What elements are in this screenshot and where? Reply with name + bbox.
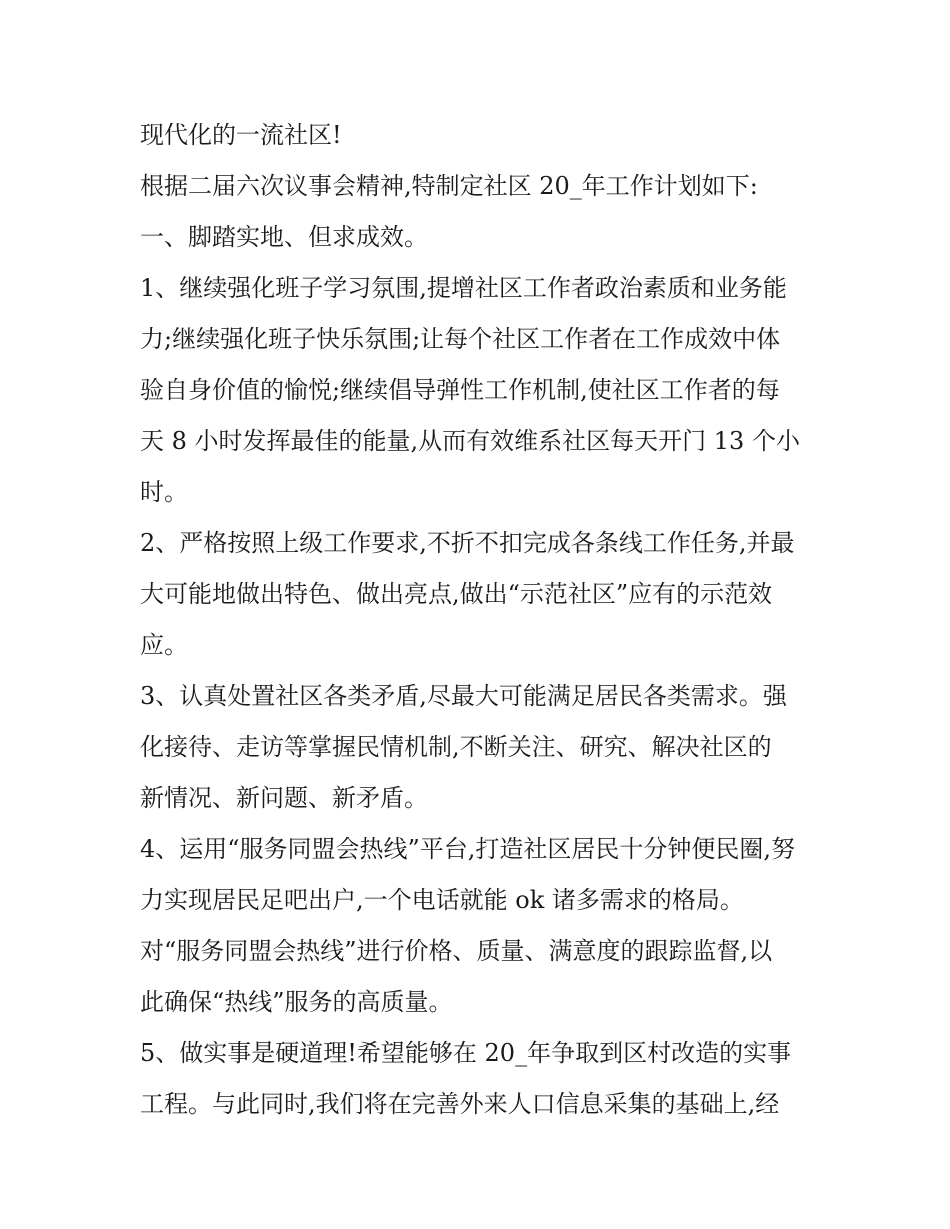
text-line: 验自身价值的愉悦;继续倡导弹性工作机制,使社区工作者的每: [140, 376, 780, 404]
text-line: 根据二届六次议事会精神,特制定社区 20_年工作计划如下:: [140, 172, 758, 200]
text-line: 3、认真处置社区各类矛盾,尽最大可能满足居民各类需求。强: [140, 682, 787, 710]
text-line: 天 8 小时发挥最佳的能量,从而有效维系社区每天开门 13 个小: [140, 427, 800, 455]
text-line: 4、运用“服务同盟会热线”平台,打造社区居民十分钟便民圈,努: [140, 835, 796, 863]
text-line: 现代化的一流社区!: [140, 121, 342, 149]
section-heading: 一、脚踏实地、但求成效。: [140, 223, 428, 251]
text-line: 工程。与此同时,我们将在完善外来人口信息采集的基础上,经: [140, 1090, 780, 1118]
text-line: 2、严格按照上级工作要求,不折不扣完成各条线工作任务,并最: [140, 529, 795, 557]
text-line: 1、继续强化班子学习氛围,提增社区工作者政治素质和业务能: [140, 274, 787, 302]
text-line: 力实现居民足吧出户,一个电话就能 ok 诸多需求的格局。: [140, 886, 744, 914]
text-line: 对“服务同盟会热线”进行价格、质量、满意度的跟踪监督,以: [140, 937, 773, 965]
text-line: 此确保“热线”服务的高质量。: [140, 988, 453, 1016]
text-line: 新情况、新问题、新矛盾。: [140, 784, 428, 812]
text-line: 化接待、走访等掌握民情机制,不断关注、研究、解决社区的: [140, 733, 772, 761]
text-line: 应。: [140, 631, 188, 659]
text-line: 时。: [140, 478, 188, 506]
text-line: 5、做实事是硬道理!希望能够在 20_年争取到区村改造的实事: [140, 1039, 792, 1067]
text-line: 大可能地做出特色、做出亮点,做出“示范社区”应有的示范效: [140, 580, 773, 608]
document-body: [140, 110, 820, 1130]
text-line: 力;继续强化班子快乐氛围;让每个社区工作者在工作成效中体: [140, 325, 781, 353]
